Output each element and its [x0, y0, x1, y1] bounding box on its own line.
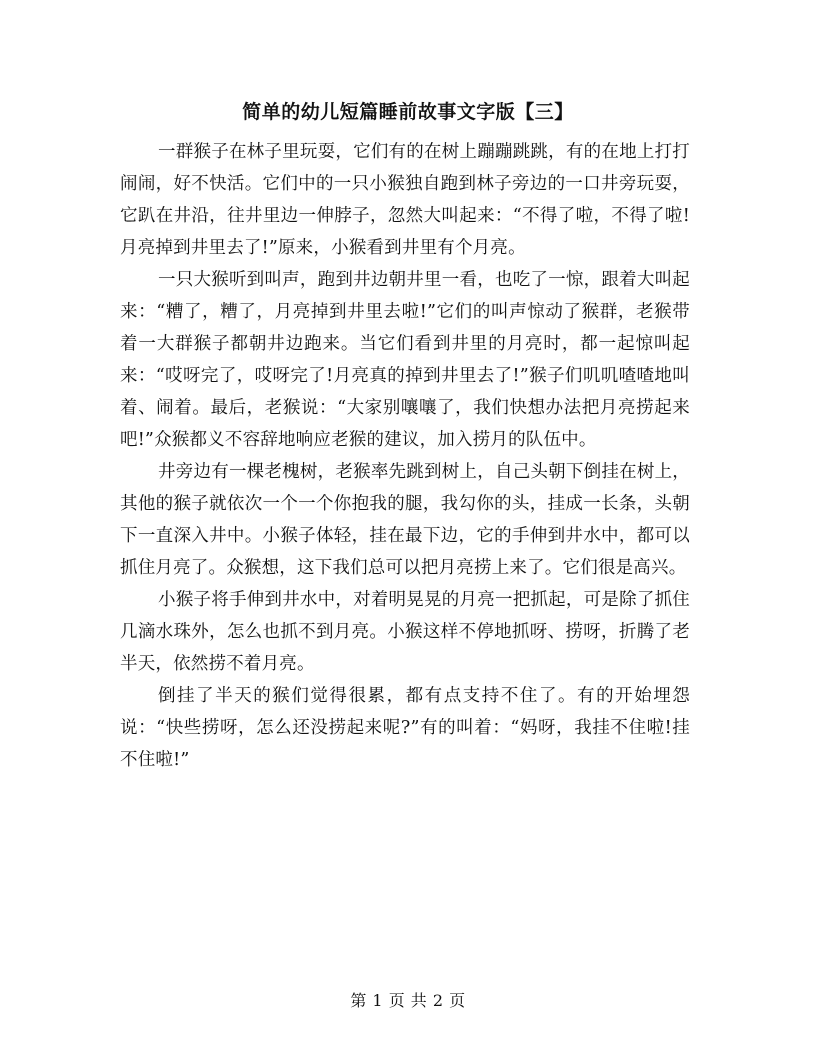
page-number-footer: 第 1 页 共 2 页: [350, 991, 466, 1010]
paragraph: 井旁边有一棵老槐树，老猴率先跳到树上，自己头朝下倒挂在树上，其他的猴子就依次一个一个你抱我的腿，我勾你的头，挂成一长条，头朝下一直深入井中。小猴子体轻，挂在最下边，它的手伸到井水中，都可以抓住月亮了。众猴想，这下我们总可以把月亮捞上来了。它们很是高兴。: [120, 462, 690, 578]
paragraph: 一只大猴听到叫声，跑到井边朝井里一看，也吃了一惊，跟着大叫起来：“糟了，糟了，月亮掉到井里去啦!”它们的叫声惊动了猴群，老猴带着一大群猴子都朝井边跑来。当它们看到井里的月亮时，都一起惊叫起来：“哎呀完了，哎呀完了!月亮真的掉到井里去了!”猴子们叽叽喳喳地叫着、闹着。最后，老猴说：“大家别嚷嚷了，我们快想办法把月亮捞起来吧!”众猴都义不容辞地响应老猴的建议，加入捞月的队伍中。: [120, 270, 690, 450]
paragraph: 小猴子将手伸到井水中，对着明晃晃的月亮一把抓起，可是除了抓住几滴水珠外，怎么也抓不到月亮。小猴这样不停地抓呀、捞呀，折腾了老半天，依然捞不着月亮。: [120, 590, 690, 674]
document-body: [120, 136, 690, 776]
document-title: 简单的幼儿短篇睡前故事文字版【三】: [242, 101, 574, 123]
paragraph: 倒挂了半天的猴们觉得很累，都有点支持不住了。有的开始埋怨说：“快些捞呀，怎么还没捞起来呢?”有的叫着：“妈呀，我挂不住啦!挂不住啦!”: [120, 686, 690, 770]
paragraph: 一群猴子在林子里玩耍，它们有的在树上蹦蹦跳跳，有的在地上打打闹闹，好不快活。它们中的一只小猴独自跑到林子旁边的一口井旁玩耍，它趴在井沿，往井里边一伸脖子，忽然大叫起来：“不得了啦，不得了啦!月亮掉到井里去了!”原来，小猴看到井里有个月亮。: [120, 142, 690, 258]
